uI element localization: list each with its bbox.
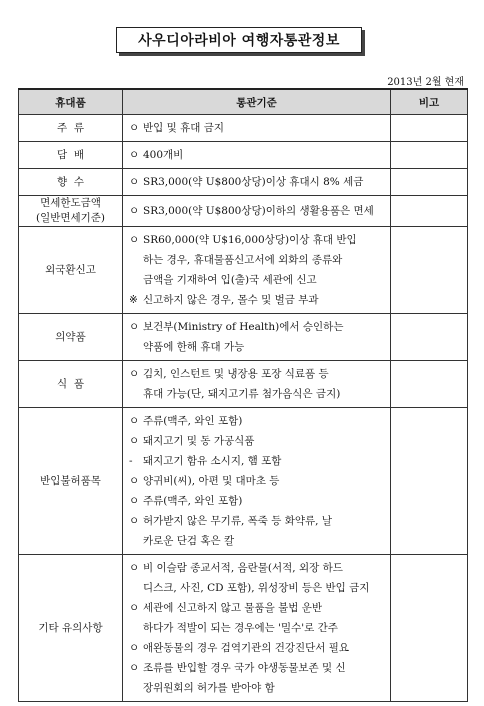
standard-text: 허가받지 않은 무기류, 폭죽 등 화약류, 날 <box>143 515 332 527</box>
standard-line <box>129 511 386 531</box>
item-cell <box>19 115 123 142</box>
standard-cell <box>123 169 391 196</box>
table-row <box>19 196 468 227</box>
remark-cell <box>391 408 468 555</box>
standard-cell <box>123 361 391 408</box>
standard-line <box>129 172 386 192</box>
standard-cell <box>123 196 391 227</box>
remark-cell <box>391 361 468 408</box>
remark-cell <box>391 142 468 169</box>
bullet-marker: ㅇ <box>129 495 140 507</box>
item-label: 식 품 <box>57 377 84 390</box>
item-label: 반입불허품목 <box>40 474 101 487</box>
bullet-marker: ㅇ <box>129 662 140 674</box>
bullet-marker: ㅇ <box>129 415 140 427</box>
standard-text: 휴대 가능(단, 돼지고기류 첨가음식은 금지) <box>143 388 341 400</box>
header-standard: 통관기준 <box>123 89 391 115</box>
standard-line <box>129 471 386 491</box>
standard-line <box>129 618 386 638</box>
standard-line <box>129 201 386 221</box>
standard-line <box>129 250 386 270</box>
standard-line <box>129 531 386 551</box>
bullet-marker: ㅇ <box>129 515 140 527</box>
standard-line <box>129 578 386 598</box>
standard-line <box>129 598 386 618</box>
item-label: 향 수 <box>57 175 84 188</box>
standard-line <box>129 678 386 698</box>
item-cell <box>19 196 123 227</box>
standard-text: 신고하지 않은 경우, 몰수 및 벌금 부과 <box>143 294 319 306</box>
standard-line <box>129 638 386 658</box>
standard-text: 주류(맥주, 와인 포함) <box>143 415 243 427</box>
standard-line <box>129 230 386 250</box>
item-cell <box>19 408 123 555</box>
standard-text: SR60,000(약 U$16,000상당)이상 휴대 반입 <box>143 234 357 246</box>
bullet-marker: ㅇ <box>129 122 140 134</box>
bullet-marker: ㅇ <box>129 149 140 161</box>
remark-cell <box>391 555 468 702</box>
standard-text: 카로운 단검 혹은 칼 <box>143 535 235 547</box>
standard-text: 주류(맥주, 와인 포함) <box>143 495 243 507</box>
document-title <box>116 27 362 53</box>
standard-text: SR3,000(약 U$800상당)이하의 생활용품은 면세 <box>143 205 374 217</box>
standard-text: 돼지고기 및 동 가공식품 <box>143 435 255 447</box>
standard-text: 장위원회의 허가를 받아야 함 <box>143 682 275 694</box>
standard-text: 약품에 한해 휴대 가능 <box>143 341 245 353</box>
bullet-marker: ㅇ <box>129 321 140 333</box>
bullet-marker: ㅇ <box>129 435 140 447</box>
standard-line <box>129 431 386 451</box>
standard-text: 조류를 반입할 경우 국가 야생동물보존 및 신 <box>143 662 346 674</box>
remark-cell <box>391 115 468 142</box>
standard-cell <box>123 408 391 555</box>
table-header-row <box>19 89 468 115</box>
standard-line <box>129 145 386 165</box>
bullet-marker: ㅇ <box>129 562 140 574</box>
bullet-marker: ㅇ <box>129 176 140 188</box>
standard-line <box>129 658 386 678</box>
standard-text: 반입 및 휴대 금지 <box>143 122 225 134</box>
table-row <box>19 142 468 169</box>
standard-line <box>129 451 386 471</box>
table-row <box>19 361 468 408</box>
bullet-marker: ㅇ <box>129 602 140 614</box>
remark-cell <box>391 227 468 314</box>
standard-text: 보건부(Ministry of Health)에서 승인하는 <box>143 321 344 333</box>
bullet-marker: ㅇ <box>129 234 140 246</box>
document-title-text: 사우디아라비아 여행자통관정보 <box>138 33 340 49</box>
table-row <box>19 227 468 314</box>
as-of-date: 2013년 2월 현재 <box>387 77 464 88</box>
standard-text: 애완동물의 경우 검역기관의 건강진단서 필요 <box>143 642 350 654</box>
table-row <box>19 115 468 142</box>
item-cell <box>19 361 123 408</box>
item-cell <box>19 227 123 314</box>
standard-line <box>129 118 386 138</box>
item-label: 면세한도금액 <box>40 197 101 209</box>
standard-cell <box>123 142 391 169</box>
item-label: 의약품 <box>55 330 86 343</box>
standard-text: 금액을 기재하여 입(출)국 세관에 신고 <box>143 274 317 286</box>
remark-cell <box>391 314 468 361</box>
item-label: 외국환신고 <box>45 263 96 276</box>
item-label: 주 류 <box>57 121 84 134</box>
standard-text: 돼지고기 함유 소시지, 햄 포함 <box>143 455 282 467</box>
header-item: 휴대품 <box>19 89 123 115</box>
bullet-marker: - <box>129 455 133 467</box>
standard-cell <box>123 115 391 142</box>
bullet-marker: ㅇ <box>129 642 140 654</box>
standard-text: 양귀비(씨), 아편 및 대마초 등 <box>143 475 280 487</box>
standard-line <box>129 290 386 310</box>
customs-info-table <box>18 88 468 702</box>
standard-text: 하는 경우, 휴대물품신고서에 외화의 종류와 <box>143 254 343 266</box>
remark-cell <box>391 169 468 196</box>
standard-line <box>129 411 386 431</box>
standard-cell <box>123 555 391 702</box>
item-cell <box>19 314 123 361</box>
item-cell <box>19 169 123 196</box>
standard-line <box>129 558 386 578</box>
standard-line <box>129 364 386 384</box>
table-row <box>19 169 468 196</box>
item-label: (일반면세기준) <box>35 212 106 224</box>
standard-cell <box>123 314 391 361</box>
table-row <box>19 314 468 361</box>
item-cell <box>19 555 123 702</box>
standard-line <box>129 317 386 337</box>
remark-cell <box>391 196 468 227</box>
standard-line <box>129 491 386 511</box>
table-row <box>19 408 468 555</box>
bullet-marker: ※ <box>129 294 138 306</box>
bullet-marker: ㅇ <box>129 205 140 217</box>
standard-cell <box>123 227 391 314</box>
bullet-marker: ㅇ <box>129 368 140 380</box>
table-row <box>19 555 468 702</box>
standard-line <box>129 337 386 357</box>
standard-text: 하다가 적발이 되는 경우에는 '밀수'로 간주 <box>143 622 338 634</box>
header-remark: 비고 <box>391 89 468 115</box>
item-label: 기타 유의사항 <box>38 621 103 634</box>
standard-text: 비 이슬람 종교서적, 음란물(서적, 외장 하드 <box>143 562 343 574</box>
standard-text: 디스크, 사진, CD 포함), 위성장비 등은 반입 금지 <box>143 582 370 594</box>
standard-text: 세관에 신고하지 않고 물품을 불법 운반 <box>143 602 322 614</box>
standard-line <box>129 270 386 290</box>
standard-line <box>129 384 386 404</box>
bullet-marker: ㅇ <box>129 475 140 487</box>
item-cell <box>19 142 123 169</box>
standard-text: SR3,000(약 U$800상당)이상 휴대시 8% 세금 <box>143 176 364 188</box>
item-label: 담 배 <box>57 148 84 161</box>
standard-text: 400개비 <box>143 149 184 161</box>
standard-text: 김치, 인스턴트 및 냉장용 포장 식료품 등 <box>143 368 329 380</box>
